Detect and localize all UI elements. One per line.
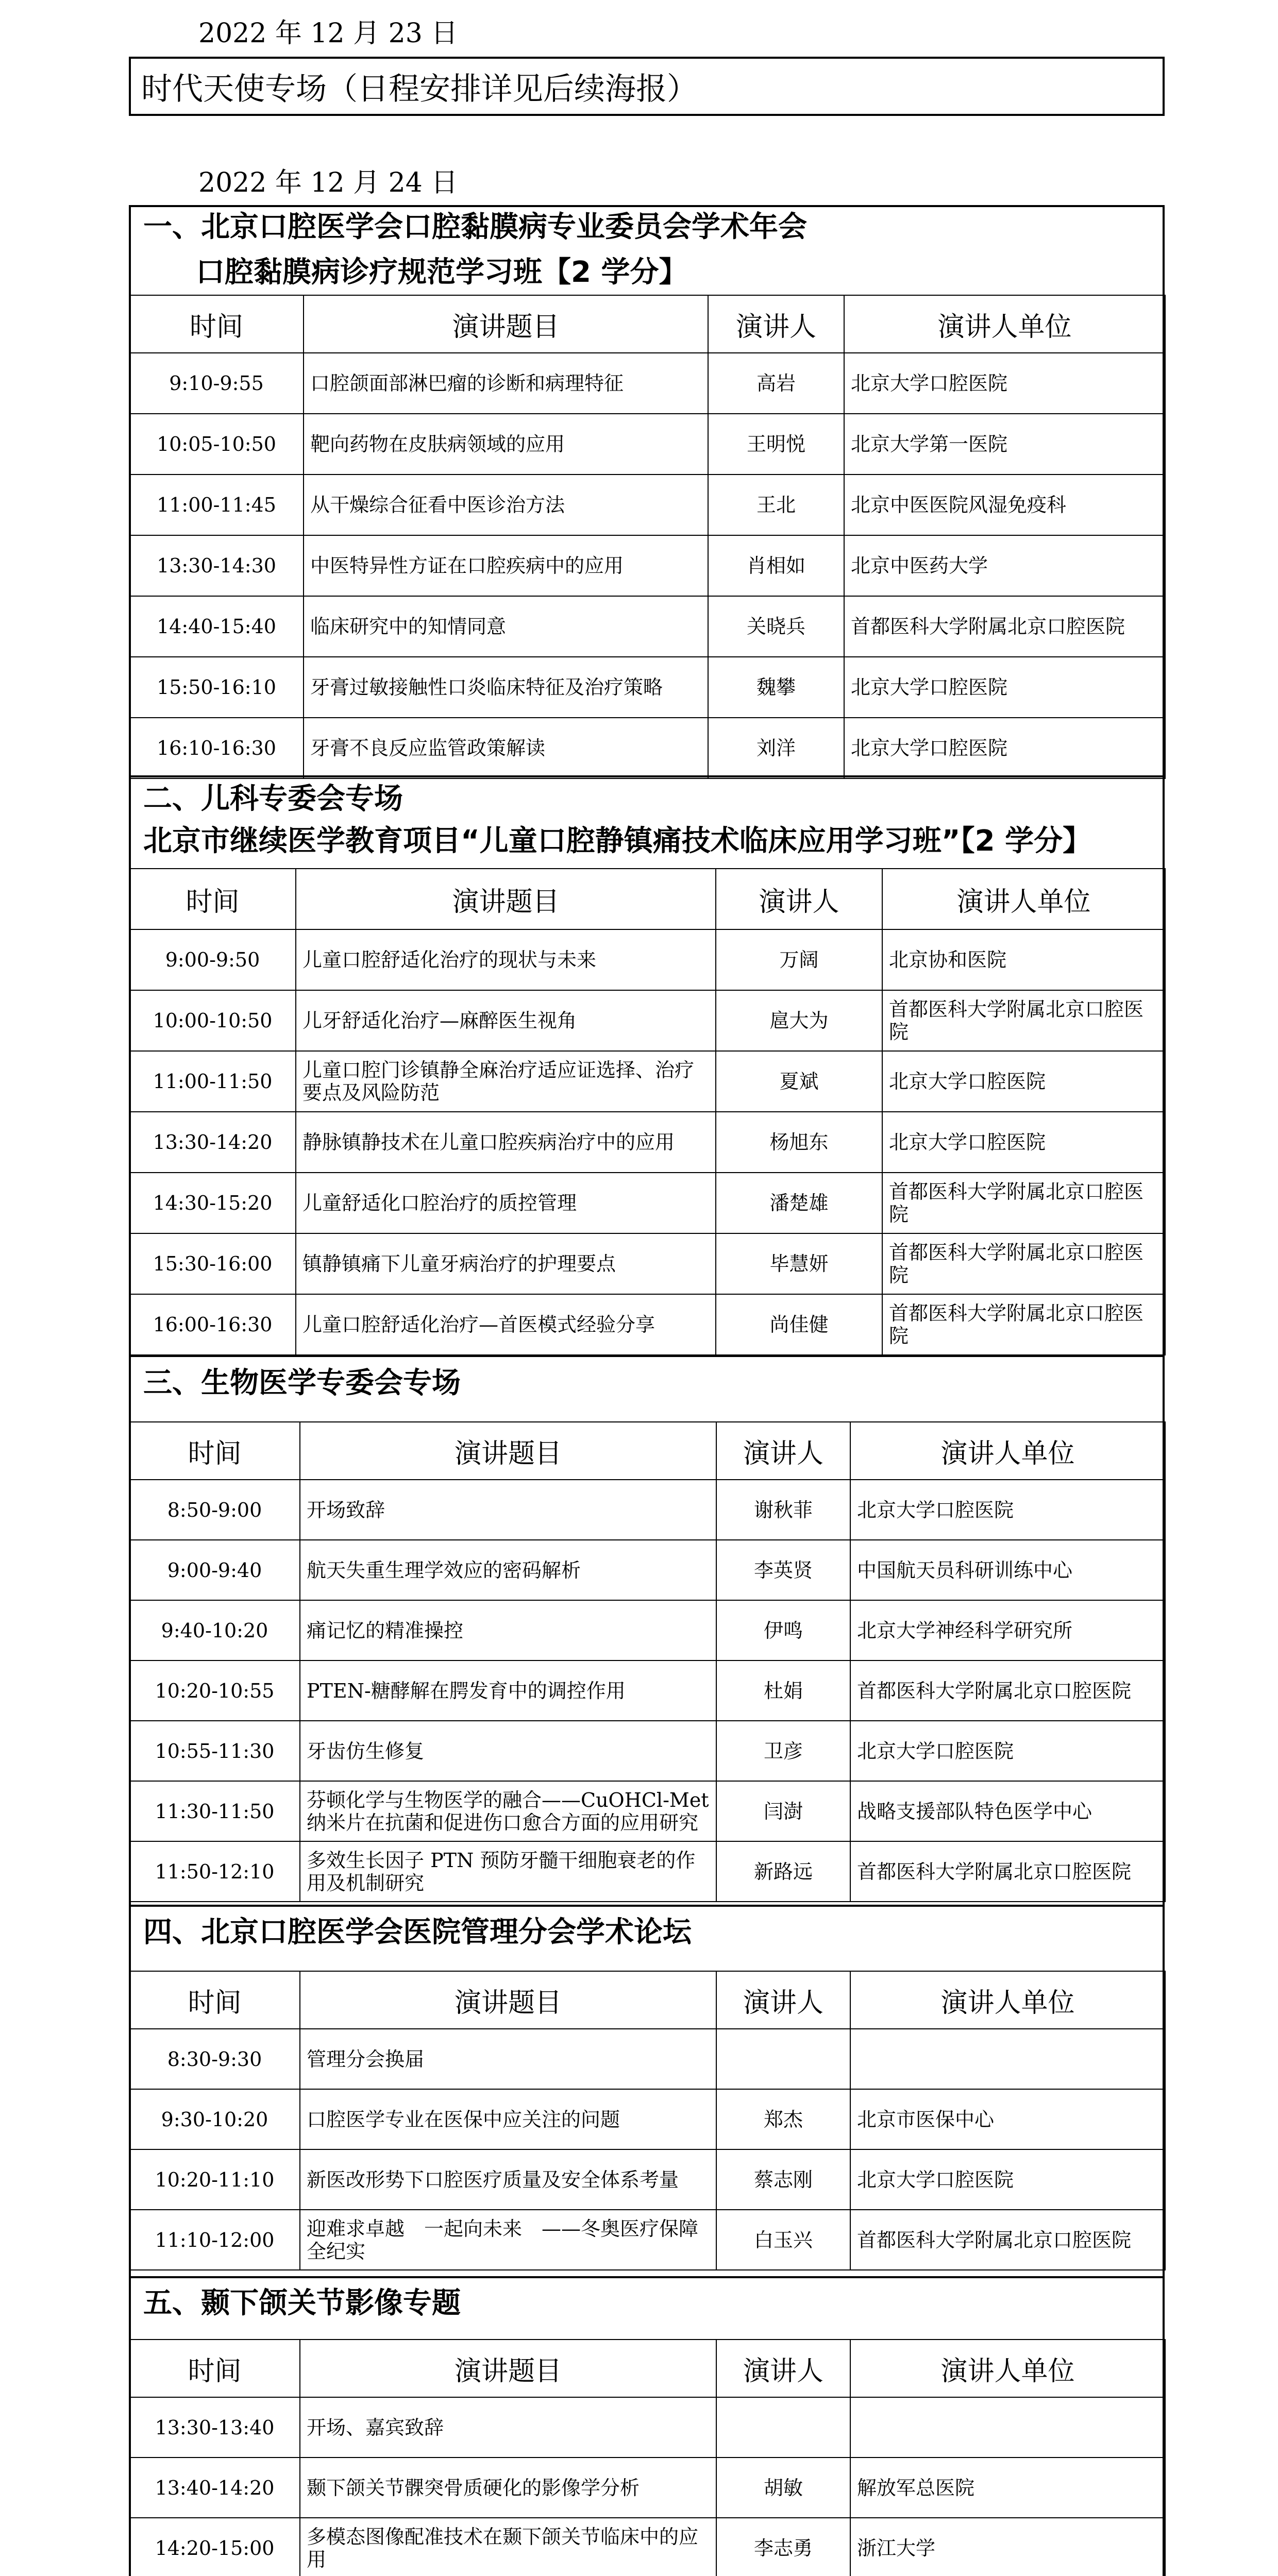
row-time: 10:00-10:50 — [129, 990, 296, 1051]
row-unit: 北京中医医院风湿免疫科 — [844, 474, 1165, 535]
row-time: 14:30-15:20 — [129, 1173, 296, 1233]
table-row — [129, 1721, 1165, 1781]
row-unit — [850, 2029, 1165, 2089]
table-row — [129, 1233, 1165, 1294]
row-topic: 航天失重生理学效应的密码解析 — [300, 1540, 716, 1600]
row-topic: 牙膏不良反应监管政策解读 — [304, 718, 708, 778]
row-topic: 儿牙舒适化治疗—麻醉医生视角 — [296, 990, 716, 1051]
section-1-title: 一、北京口腔医学会口腔黏膜病专业委员会学术年会 — [143, 210, 807, 244]
header-row — [129, 1422, 1165, 1480]
time-angel-session-box — [129, 57, 1165, 116]
row-topic: 儿童口腔舒适化治疗的现状与未来 — [296, 929, 716, 990]
row-time: 15:30-16:00 — [129, 1233, 296, 1294]
table-row — [129, 1841, 1165, 1902]
date-dec-23: 2022 年 12 月 23 日 — [198, 18, 458, 49]
row-time: 11:00-11:50 — [129, 1051, 296, 1112]
row-topic: 临床研究中的知情同意 — [304, 596, 708, 657]
row-time: 14:20-15:00 — [129, 2518, 300, 2576]
row-speaker: 李英贤 — [716, 1540, 850, 1600]
table-row — [129, 2089, 1165, 2149]
row-speaker: 郑杰 — [716, 2089, 850, 2149]
col-speaker-header: 演讲人 — [716, 869, 882, 929]
row-unit: 北京协和医院 — [882, 929, 1165, 990]
row-time: 13:30-14:20 — [129, 1112, 296, 1173]
row-topic: 牙齿仿生修复 — [300, 1721, 716, 1781]
col-speaker-header: 演讲人 — [716, 2340, 850, 2397]
row-topic: 芬顿化学与生物医学的融合——CuOHCl-Met 纳米片在抗菌和促进伤口愈合方面的应用研究 — [300, 1781, 716, 1841]
table-row — [129, 2518, 1165, 2576]
section-2-title: 二、儿科专委会专场 — [143, 782, 403, 816]
row-topic: 开场、嘉宾致辞 — [300, 2397, 716, 2458]
row-topic: 开场致辞 — [300, 1480, 716, 1540]
col-unit-header: 演讲人单位 — [850, 2340, 1165, 2397]
row-speaker: 扈大为 — [716, 990, 882, 1051]
row-unit: 北京大学口腔医院 — [882, 1051, 1165, 1112]
table-row — [129, 929, 1165, 990]
table-row — [129, 990, 1165, 1051]
row-time: 10:55-11:30 — [129, 1721, 300, 1781]
row-time: 10:05-10:50 — [129, 414, 304, 474]
col-topic-header: 演讲题目 — [300, 2340, 716, 2397]
row-time: 16:00-16:30 — [129, 1294, 296, 1355]
table-row — [129, 2397, 1165, 2458]
table-row — [129, 1781, 1165, 1841]
row-speaker: 蔡志刚 — [716, 2149, 850, 2210]
section-4-title: 四、北京口腔医学会医院管理分会学术论坛 — [143, 1916, 692, 1949]
row-unit: 北京大学第一医院 — [844, 414, 1165, 474]
row-speaker: 高岩 — [708, 353, 844, 414]
row-speaker: 关晓兵 — [708, 596, 844, 657]
section-1-table — [129, 295, 1166, 779]
row-time: 9:10-9:55 — [129, 353, 304, 414]
col-time-header: 时间 — [129, 1971, 300, 2029]
section-2-table — [129, 868, 1166, 1355]
row-unit: 北京大学口腔医院 — [850, 1480, 1165, 1540]
table-row — [129, 2210, 1165, 2270]
row-time: 9:00-9:50 — [129, 929, 296, 990]
row-unit: 首都医科大学附属北京口腔医院 — [850, 1660, 1165, 1721]
row-topic: 中医特异性方证在口腔疾病中的应用 — [304, 535, 708, 596]
row-topic: 儿童口腔舒适化治疗—首医模式经验分享 — [296, 1294, 716, 1355]
row-unit: 北京大学口腔医院 — [882, 1112, 1165, 1173]
table-row — [129, 596, 1165, 657]
col-speaker-header: 演讲人 — [716, 1971, 850, 2029]
row-unit: 首都医科大学附属北京口腔医院 — [882, 1294, 1165, 1355]
row-speaker: 尚佳健 — [716, 1294, 882, 1355]
col-topic-header: 演讲题目 — [296, 869, 716, 929]
row-speaker: 肖相如 — [708, 535, 844, 596]
row-time: 11:10-12:00 — [129, 2210, 300, 2270]
section-3-table — [129, 1421, 1166, 1902]
row-time: 9:40-10:20 — [129, 1600, 300, 1660]
table-row — [129, 1051, 1165, 1112]
row-unit: 解放军总医院 — [850, 2458, 1165, 2518]
row-unit: 北京大学口腔医院 — [850, 1721, 1165, 1781]
row-unit: 中国航天员科研训练中心 — [850, 1540, 1165, 1600]
row-topic: PTEN-糖酵解在腭发育中的调控作用 — [300, 1660, 716, 1721]
row-topic: 牙膏过敏接触性口炎临床特征及治疗策略 — [304, 657, 708, 718]
row-unit: 首都医科大学附属北京口腔医院 — [850, 1841, 1165, 1902]
row-unit: 首都医科大学附属北京口腔医院 — [882, 990, 1165, 1051]
row-time: 9:00-9:40 — [129, 1540, 300, 1600]
col-time-header: 时间 — [129, 2340, 300, 2397]
section-3-title: 三、生物医学专委会专场 — [143, 1366, 461, 1400]
col-unit-header: 演讲人单位 — [850, 1422, 1165, 1480]
section-2-divider — [129, 775, 1165, 777]
section-5-divider — [129, 2276, 1165, 2278]
row-speaker: 胡敏 — [716, 2458, 850, 2518]
col-unit-header: 演讲人单位 — [850, 1971, 1165, 2029]
row-time: 11:00-11:45 — [129, 474, 304, 535]
table-row — [129, 1480, 1165, 1540]
row-topic: 多模态图像配准技术在颞下颌关节临床中的应用 — [300, 2518, 716, 2576]
col-speaker-header: 演讲人 — [708, 295, 844, 353]
date-dec-24: 2022 年 12 月 24 日 — [198, 167, 458, 198]
table-row — [129, 2149, 1165, 2210]
row-speaker: 闫澍 — [716, 1781, 850, 1841]
row-time: 13:30-14:30 — [129, 535, 304, 596]
table-row — [129, 1294, 1165, 1355]
row-speaker: 王北 — [708, 474, 844, 535]
row-time: 10:20-10:55 — [129, 1660, 300, 1721]
row-speaker — [716, 2397, 850, 2458]
row-speaker — [716, 2029, 850, 2089]
row-unit: 首都医科大学附属北京口腔医院 — [844, 596, 1165, 657]
col-time-header: 时间 — [129, 1422, 300, 1480]
row-speaker: 潘楚雄 — [716, 1173, 882, 1233]
table-row — [129, 1112, 1165, 1173]
section-3-divider — [129, 1355, 1165, 1357]
col-time-header: 时间 — [129, 295, 304, 353]
row-topic: 迎难求卓越 一起向未来 ——冬奥医疗保障全纪实 — [300, 2210, 716, 2270]
header-row — [129, 869, 1165, 929]
row-time: 8:50-9:00 — [129, 1480, 300, 1540]
col-time-header: 时间 — [129, 869, 296, 929]
row-topic: 儿童口腔门诊镇静全麻治疗适应证选择、治疗要点及风险防范 — [296, 1051, 716, 1112]
row-time: 13:30-13:40 — [129, 2397, 300, 2458]
row-speaker: 王明悦 — [708, 414, 844, 474]
row-topic: 颞下颌关节髁突骨质硬化的影像学分析 — [300, 2458, 716, 2518]
row-speaker: 杨旭东 — [716, 1112, 882, 1173]
row-topic: 管理分会换届 — [300, 2029, 716, 2089]
row-topic: 儿童舒适化口腔治疗的质控管理 — [296, 1173, 716, 1233]
row-speaker: 李志勇 — [716, 2518, 850, 2576]
row-unit: 北京大学神经科学研究所 — [850, 1600, 1165, 1660]
col-topic-header: 演讲题目 — [300, 1422, 716, 1480]
row-time: 8:30-9:30 — [129, 2029, 300, 2089]
table-row — [129, 1660, 1165, 1721]
row-time: 11:50-12:10 — [129, 1841, 300, 1902]
row-time: 9:30-10:20 — [129, 2089, 300, 2149]
row-time: 14:40-15:40 — [129, 596, 304, 657]
row-unit: 首都医科大学附属北京口腔医院 — [850, 2210, 1165, 2270]
col-speaker-header: 演讲人 — [716, 1422, 850, 1480]
row-unit: 战略支援部队特色医学中心 — [850, 1781, 1165, 1841]
row-unit: 北京大学口腔医院 — [844, 718, 1165, 778]
row-speaker: 杜娟 — [716, 1660, 850, 1721]
row-topic: 靶向药物在皮肤病领域的应用 — [304, 414, 708, 474]
row-time: 16:10-16:30 — [129, 718, 304, 778]
section-2-subtitle: 北京市继续医学教育项目“儿童口腔静镇痛技术临床应用学习班”【2 学分】 — [143, 824, 1092, 858]
col-topic-header: 演讲题目 — [304, 295, 708, 353]
table-row — [129, 718, 1165, 778]
row-speaker: 刘洋 — [708, 718, 844, 778]
row-speaker: 新路远 — [716, 1841, 850, 1902]
row-speaker: 卫彦 — [716, 1721, 850, 1781]
header-row — [129, 2340, 1165, 2397]
row-speaker: 毕慧妍 — [716, 1233, 882, 1294]
row-topic: 口腔颌面部淋巴瘤的诊断和病理特征 — [304, 353, 708, 414]
table-row — [129, 414, 1165, 474]
header-row — [129, 295, 1165, 353]
row-unit: 北京大学口腔医院 — [844, 657, 1165, 718]
row-topic: 静脉镇静技术在儿童口腔疾病治疗中的应用 — [296, 1112, 716, 1173]
row-time: 13:40-14:20 — [129, 2458, 300, 2518]
row-unit: 北京大学口腔医院 — [844, 353, 1165, 414]
header-row — [129, 1971, 1165, 2029]
table-row — [129, 2458, 1165, 2518]
col-unit-header: 演讲人单位 — [844, 295, 1165, 353]
row-speaker: 魏攀 — [708, 657, 844, 718]
row-topic: 多效生长因子 PTN 预防牙髓干细胞衰老的作用及机制研究 — [300, 1841, 716, 1902]
row-unit: 北京大学口腔医院 — [850, 2149, 1165, 2210]
section-4-table — [129, 1971, 1166, 2270]
section-5-table — [129, 2339, 1166, 2576]
row-topic: 口腔医学专业在医保中应关注的问题 — [300, 2089, 716, 2149]
row-unit: 首都医科大学附属北京口腔医院 — [882, 1173, 1165, 1233]
row-speaker: 夏斌 — [716, 1051, 882, 1112]
table-row — [129, 535, 1165, 596]
table-row — [129, 474, 1165, 535]
time-angel-session-text: 时代天使专场（日程安排详见后续海报） — [141, 71, 698, 107]
row-unit: 北京中医药大学 — [844, 535, 1165, 596]
table-row — [129, 1540, 1165, 1600]
section-5-title: 五、颞下颌关节影像专题 — [143, 2286, 461, 2320]
table-row — [129, 1600, 1165, 1660]
row-topic: 新医改形势下口腔医疗质量及安全体系考量 — [300, 2149, 716, 2210]
row-time: 10:20-11:10 — [129, 2149, 300, 2210]
table-row — [129, 2029, 1165, 2089]
row-unit: 北京市医保中心 — [850, 2089, 1165, 2149]
row-unit — [850, 2397, 1165, 2458]
section-4-divider — [129, 1905, 1165, 1907]
row-time: 15:50-16:10 — [129, 657, 304, 718]
row-unit: 首都医科大学附属北京口腔医院 — [882, 1233, 1165, 1294]
row-speaker: 万阔 — [716, 929, 882, 990]
row-time: 11:30-11:50 — [129, 1781, 300, 1841]
row-topic: 痛记忆的精准操控 — [300, 1600, 716, 1660]
table-row — [129, 1173, 1165, 1233]
row-speaker: 白玉兴 — [716, 2210, 850, 2270]
col-topic-header: 演讲题目 — [300, 1971, 716, 2029]
row-topic: 镇静镇痛下儿童牙病治疗的护理要点 — [296, 1233, 716, 1294]
row-topic: 从干燥综合征看中医诊治方法 — [304, 474, 708, 535]
table-row — [129, 657, 1165, 718]
section-1-subtitle: 口腔黏膜病诊疗规范学习班【2 学分】 — [196, 256, 688, 289]
table-row — [129, 353, 1165, 414]
row-unit: 浙江大学 — [850, 2518, 1165, 2576]
row-speaker: 谢秋菲 — [716, 1480, 850, 1540]
row-speaker: 伊鸣 — [716, 1600, 850, 1660]
col-unit-header: 演讲人单位 — [882, 869, 1165, 929]
